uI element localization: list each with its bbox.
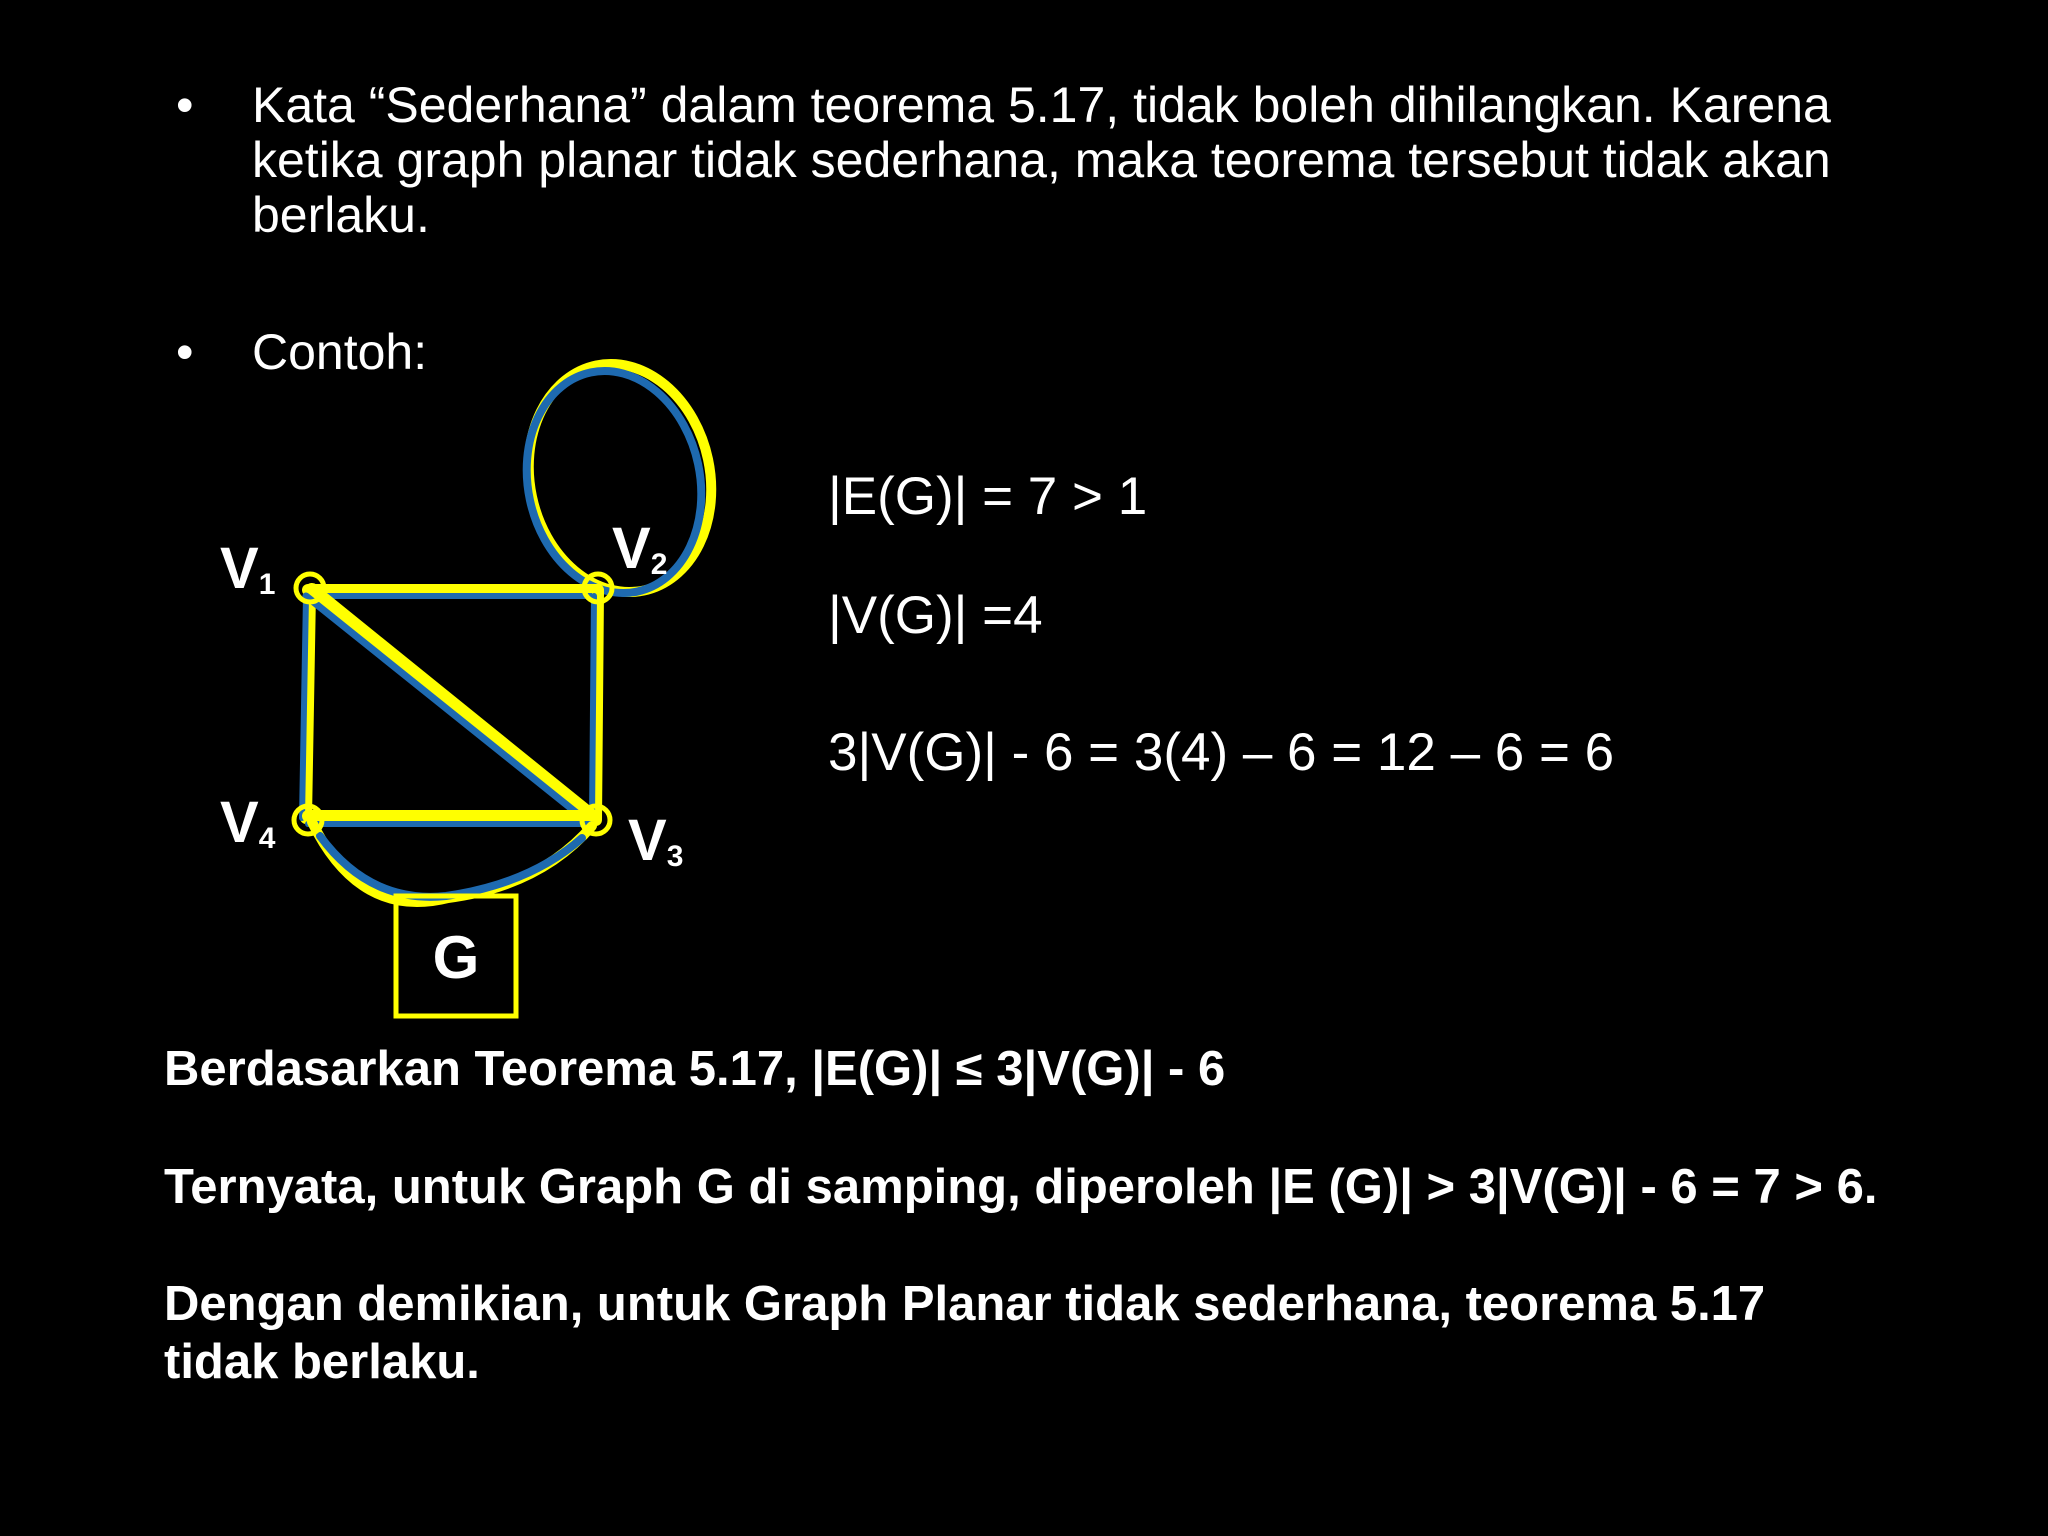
equation-bound: 3|V(G)| - 6 = 3(4) – 6 = 12 – 6 = 6 (828, 723, 1615, 782)
equation-vertex-count: |V(G)| =4 (828, 586, 1043, 645)
bullet-text: Contoh: (252, 324, 428, 380)
edge-v4-v3-parallel (312, 822, 592, 902)
edge-v1-v2 (308, 590, 598, 596)
equation-edge-count: |E(G)| = 7 > 1 (828, 467, 1148, 526)
edge-v2-v3 (592, 592, 598, 820)
edge-v1-v4 (302, 592, 310, 818)
graph-name-label: G (432, 924, 480, 991)
bullet-text: Kata “Sederhana” dalam teorema 5.17, tidak boleh dihilangkan. Karena ketika graph planar tidak sederhana, maka teorema tersebut tidak akan berlaku. (252, 77, 1831, 243)
bullet-marker: • (176, 77, 194, 133)
theorem-statement: Berdasarkan Teorema 5.17, |E(G)| ≤ 3|V(G)| - 6 (164, 1042, 1226, 1096)
vertex-label-v4: V4 (220, 790, 276, 855)
vertex-label-v2: V2 (612, 516, 668, 581)
graph-name-box (396, 896, 516, 1016)
edge-v1-v3 (306, 590, 594, 822)
bullet-marker: • (176, 324, 194, 380)
conclusion-text: Dengan demikian, untuk Graph Planar tidak sederhana, teorema 5.17 tidak berlaku. (164, 1277, 1766, 1389)
observation-text: Ternyata, untuk Graph G di samping, diperoleh |E (G)| > 3|V(G)| - 6 = 7 > 6. (164, 1160, 1878, 1214)
vertex-label-v3: V3 (628, 808, 684, 873)
vertex-label-v1: V1 (220, 536, 276, 601)
edge-v4-v3 (308, 816, 594, 824)
